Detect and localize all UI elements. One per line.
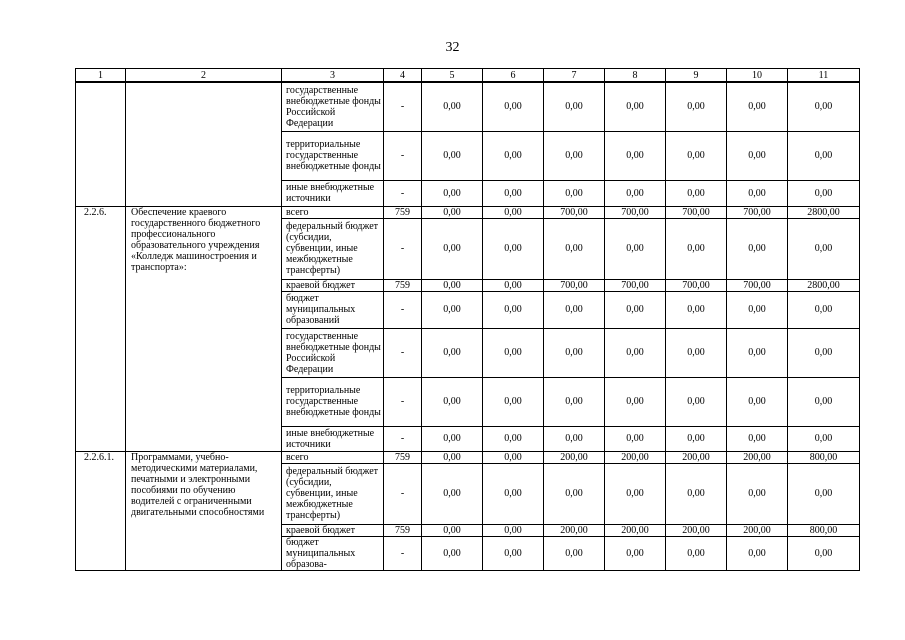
value-cell: 0,00 [605,131,666,180]
funding-source: всего [282,451,384,463]
value-cell: 0,00 [666,536,727,570]
value-cell: 0,00 [666,82,727,131]
value-cell: 0,00 [788,131,860,180]
funding-source: федеральный бюджет (субсидии, субвенции, иные межбюджетные трансферты) [282,218,384,279]
funding-source: иные внебюджетные источники [282,180,384,206]
funding-source: иные внебюджетные источники [282,426,384,451]
funding-source: территориальные государственные внебюджетные фонды [282,131,384,180]
value-cell: 0,00 [483,291,544,328]
value-cell: 700,00 [727,206,788,218]
value-cell: 0,00 [666,377,727,426]
value-cell: 0,00 [422,451,483,463]
value-cell: 0,00 [605,377,666,426]
value-cell: 0,00 [727,131,788,180]
header-cell: 10 [727,69,788,83]
value-cell: 0,00 [727,426,788,451]
value-cell: 0,00 [727,536,788,570]
header-cell: 3 [282,69,384,83]
funding-source: всего [282,206,384,218]
value-cell: 0,00 [422,218,483,279]
value-cell: 200,00 [666,524,727,536]
value-cell: 0,00 [544,82,605,131]
value-cell: 0,00 [422,328,483,377]
funding-source: бюджет муниципальных образований [282,291,384,328]
header-row [76,69,860,83]
value-cell: 0,00 [666,131,727,180]
ministry-code: - [384,463,422,524]
value-cell: 0,00 [483,82,544,131]
value-cell: 0,00 [422,82,483,131]
value-cell: 0,00 [422,377,483,426]
header-cell: 1 [76,69,126,83]
table-row [76,206,860,218]
value-cell: 0,00 [483,180,544,206]
ministry-code: - [384,426,422,451]
ministry-code: - [384,536,422,570]
value-cell: 0,00 [727,218,788,279]
value-cell: 0,00 [544,131,605,180]
value-cell: 0,00 [727,180,788,206]
value-cell: 200,00 [605,524,666,536]
funding-source: краевой бюджет [282,279,384,291]
value-cell: 0,00 [788,463,860,524]
value-cell: 0,00 [422,463,483,524]
value-cell: 0,00 [544,463,605,524]
value-cell: 0,00 [666,426,727,451]
value-cell: 700,00 [605,279,666,291]
value-cell: 0,00 [666,328,727,377]
value-cell: 0,00 [422,291,483,328]
header-cell: 7 [544,69,605,83]
value-cell: 0,00 [483,524,544,536]
ministry-code: - [384,82,422,131]
value-cell: 0,00 [605,218,666,279]
value-cell: 0,00 [788,536,860,570]
ministry-code: - [384,180,422,206]
value-cell: 200,00 [727,524,788,536]
funding-source: краевой бюджет [282,524,384,536]
value-cell: 0,00 [788,328,860,377]
value-cell: 0,00 [544,218,605,279]
ministry-code: 759 [384,451,422,463]
value-cell: 700,00 [544,279,605,291]
header-cell: 11 [788,69,860,83]
value-cell: 0,00 [727,463,788,524]
funding-source: государственные внебюджетные фонды Российской Федерации [282,328,384,377]
value-cell: 0,00 [666,291,727,328]
table-row [76,451,860,463]
value-cell: 0,00 [605,82,666,131]
value-cell: 0,00 [666,180,727,206]
value-cell: 700,00 [666,206,727,218]
value-cell: 0,00 [422,180,483,206]
item-number [76,82,126,206]
value-cell: 0,00 [483,131,544,180]
value-cell: 800,00 [788,524,860,536]
value-cell: 0,00 [605,536,666,570]
value-cell: 0,00 [483,328,544,377]
value-cell: 0,00 [544,536,605,570]
ministry-code: 759 [384,206,422,218]
ministry-code: - [384,328,422,377]
value-cell: 0,00 [483,451,544,463]
ministry-code: - [384,131,422,180]
value-cell: 0,00 [727,82,788,131]
value-cell: 0,00 [605,180,666,206]
value-cell: 700,00 [605,206,666,218]
value-cell: 0,00 [422,279,483,291]
header-cell: 2 [126,69,282,83]
value-cell: 200,00 [666,451,727,463]
value-cell: 0,00 [422,426,483,451]
value-cell: 700,00 [544,206,605,218]
header-cell: 5 [422,69,483,83]
value-cell: 0,00 [544,377,605,426]
value-cell: 0,00 [544,180,605,206]
value-cell: 0,00 [422,206,483,218]
value-cell: 0,00 [422,524,483,536]
value-cell: 0,00 [666,218,727,279]
value-cell: 0,00 [422,536,483,570]
header-cell: 6 [483,69,544,83]
value-cell: 0,00 [483,279,544,291]
ministry-code: 759 [384,524,422,536]
funding-source: территориальные государственные внебюджетные фонды [282,377,384,426]
value-cell: 0,00 [483,218,544,279]
value-cell: 0,00 [544,426,605,451]
value-cell: 0,00 [483,377,544,426]
value-cell: 700,00 [727,279,788,291]
page-number: 32 [445,40,460,55]
funding-source: государственные внебюджетные фонды Российской Федерации [282,82,384,131]
value-cell: 0,00 [605,426,666,451]
value-cell: 0,00 [788,218,860,279]
item-description: Программами, учебно-методическими материалами, печатными и электронными пособиями по обучению водителей с ограниченными двигательными способностями [126,451,282,570]
header-cell: 4 [384,69,422,83]
value-cell: 0,00 [788,82,860,131]
value-cell: 0,00 [788,377,860,426]
item-description [126,82,282,206]
value-cell: 200,00 [727,451,788,463]
value-cell: 0,00 [544,328,605,377]
value-cell: 0,00 [727,377,788,426]
value-cell: 0,00 [483,463,544,524]
funding-source: федеральный бюджет (субсидии, субвенции, иные межбюджетные трансферты) [282,463,384,524]
value-cell: 0,00 [483,426,544,451]
value-cell: 0,00 [666,463,727,524]
item-number: 2.2.6.1. [76,451,126,570]
value-cell: 0,00 [788,291,860,328]
value-cell: 2800,00 [788,206,860,218]
value-cell: 0,00 [727,328,788,377]
value-cell: 0,00 [605,463,666,524]
item-number: 2.2.6. [76,206,126,451]
value-cell: 0,00 [788,426,860,451]
value-cell: 800,00 [788,451,860,463]
value-cell: 0,00 [483,206,544,218]
table-row [76,82,860,131]
ministry-code: - [384,377,422,426]
value-cell: 0,00 [605,328,666,377]
value-cell: 0,00 [422,131,483,180]
value-cell: 200,00 [544,451,605,463]
value-cell: 0,00 [727,291,788,328]
value-cell: 0,00 [788,180,860,206]
value-cell: 2800,00 [788,279,860,291]
header-cell: 8 [605,69,666,83]
value-cell: 200,00 [605,451,666,463]
ministry-code: - [384,291,422,328]
ministry-code: 759 [384,279,422,291]
item-description: Обеспечение краевого государственного бюджетного профессионального образовательного учреждения «Колледж машиностроения и транспорта»: [126,206,282,451]
header-cell: 9 [666,69,727,83]
value-cell: 200,00 [544,524,605,536]
value-cell: 0,00 [544,291,605,328]
value-cell: 0,00 [605,291,666,328]
budget-table [75,68,860,571]
value-cell: 700,00 [666,279,727,291]
value-cell: 0,00 [483,536,544,570]
funding-source: бюджет муниципальных образова- [282,536,384,570]
ministry-code: - [384,218,422,279]
